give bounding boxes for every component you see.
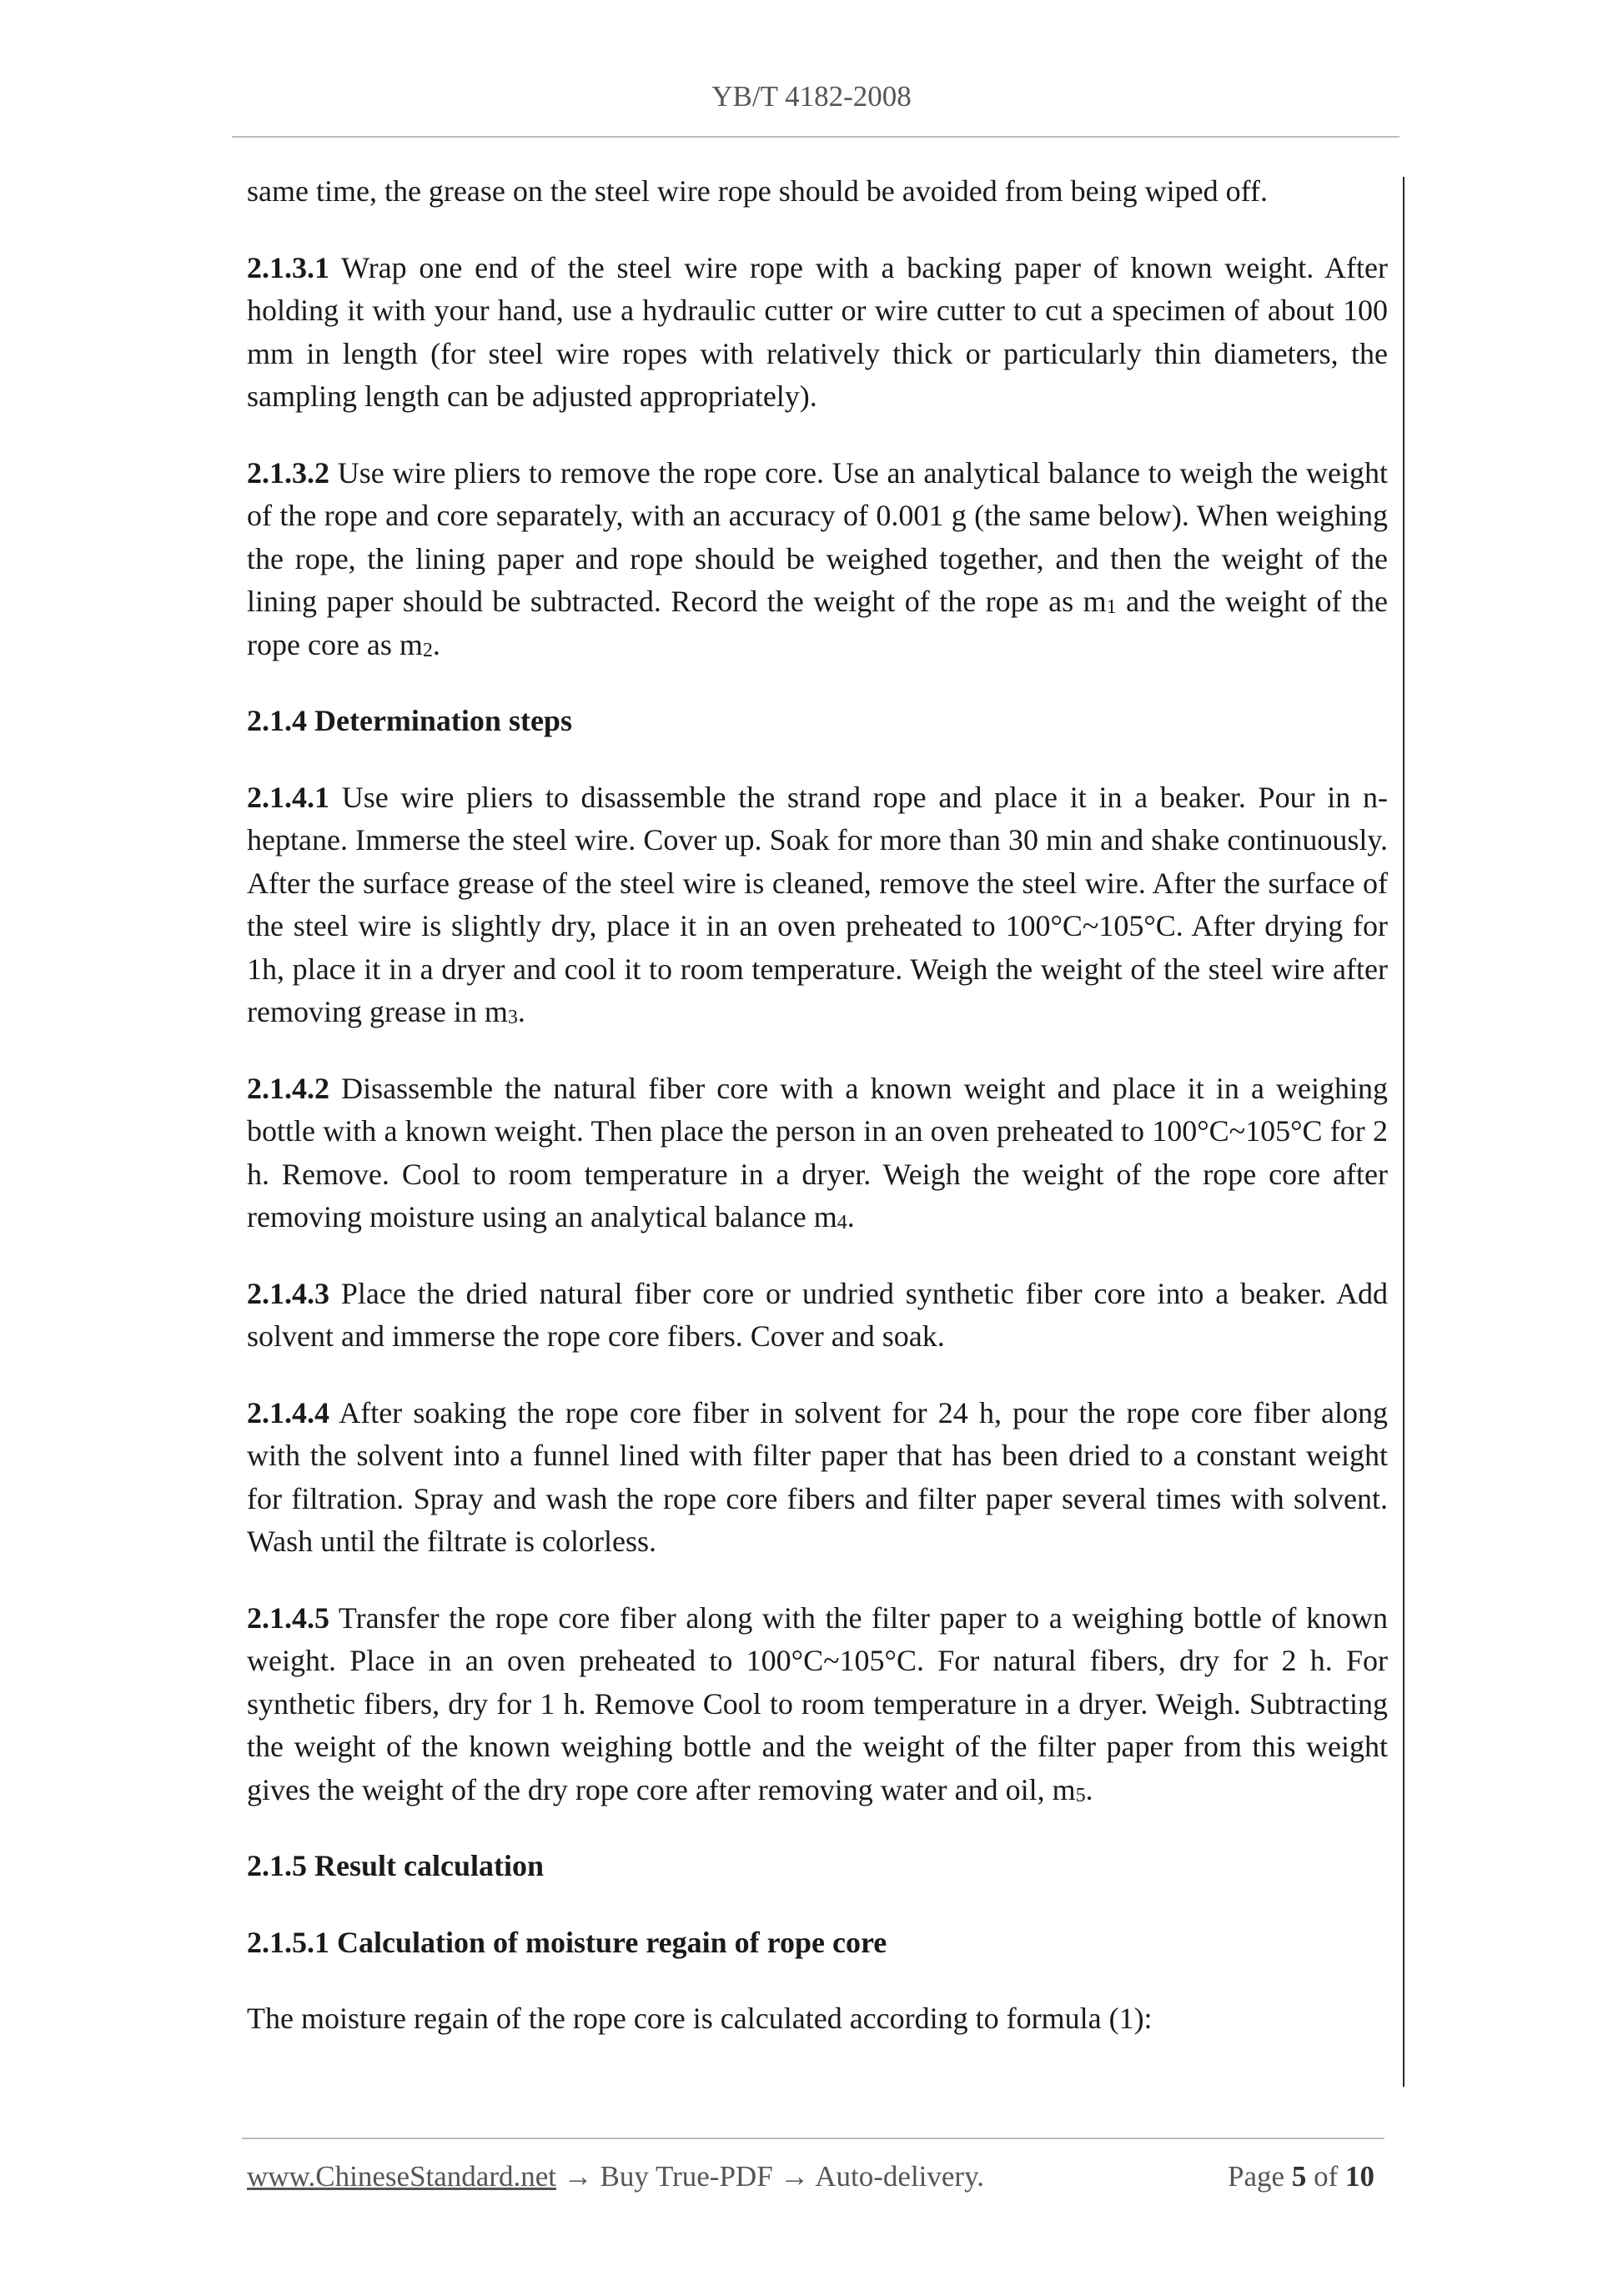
clause-text: Place the dried natural fiber core or undried synthetic fiber core into a beaker. Add solvent and immerse the rope core fibers. Cover and soak. <box>247 1276 1388 1353</box>
clause-number: 2.1.4.4 <box>247 1395 329 1429</box>
subscript: 2 <box>422 639 433 661</box>
header-divider <box>232 136 1399 138</box>
section-heading-2-1-5-1: 2.1.5.1 Calculation of moisture regain of rope core <box>247 1925 887 1959</box>
paragraph-text: same time, the grease on the steel wire rope should be avoided from being wiped off. <box>247 174 1268 208</box>
clause-number: 2.1.3.2 <box>247 455 329 490</box>
clause-text: Use wire pliers to remove the rope core. Use an analytical balance to weigh the weight of the rope and core separately, with an accuracy of 0.001 g (the same below). When weighing the rope, the lining paper and rope should be weighed together, and then the weight of the lining paper should be subtracted. Record the weight of the rope as m <box>247 455 1388 618</box>
clause-2-1-3-1 <box>247 247 1388 419</box>
clause-text: . <box>517 995 525 1028</box>
clause-number: 2.1.3.1 <box>247 250 329 284</box>
clause-text: Use wire pliers to disassemble the strand rope and place it in a beaker. Pour in n-heptane. Immerse the steel wire. Cover up. Soak for more than 30 min and shake continuously. After the surface grease of the steel wire is cleaned, remove the steel wire. After the surface of the steel wire is slightly dry, place it in an oven preheated to 100°C~105°C. After drying for 1h, place it in a dryer and cool it to room temperature. Weigh the weight of the steel wire after removing grease in m <box>247 780 1388 1028</box>
clause-text: . <box>432 627 440 661</box>
margin-line <box>1403 177 1404 2087</box>
clause-text: . <box>847 1200 855 1233</box>
clause-2-1-4-3 <box>247 1273 1388 1359</box>
paragraph-continuation <box>247 170 1388 214</box>
website-link[interactable]: www.ChineseStandard.net <box>247 2160 556 2193</box>
arrow-right-icon: → <box>556 2160 600 2193</box>
subscript: 3 <box>507 1007 518 1028</box>
paragraph-text: The moisture regain of the rope core is calculated according to formula (1): <box>247 2002 1153 2035</box>
clause-text: Transfer the rope core fiber along with the filter paper to a weighing bottle of known weight. Place in an oven preheated to 100°C~105°C. For natural fibers, dry for 2 h. For synthetic fibers, dry for 1 h. Remove Cool to room temperature in a dryer. Weigh. Subtracting the weight of the known weighing bottle and the weight of the filter paper from this weight gives the weight of the dry rope core after removing water and oil, m <box>247 1600 1388 1806</box>
clause-text: After soaking the rope core fiber in solvent for 24 h, pour the rope core fiber along with the solvent into a funnel lined with filter paper that has been dried to a constant weight for filtration. Spray and wash the rope core fibers and filter paper several times with solvent. Wash until the filtrate is colorless. <box>247 1395 1388 1558</box>
clause-2-1-4-5 <box>247 1597 1388 1812</box>
clause-2-1-4-1 <box>247 776 1388 1034</box>
page-body <box>247 170 1388 2074</box>
page-label: Page <box>1228 2160 1292 2193</box>
auto-delivery-text: Auto-delivery. <box>815 2160 985 2193</box>
subscript: 5 <box>1075 1784 1086 1806</box>
clause-number: 2.1.4.2 <box>247 1071 329 1105</box>
section-heading-2-1-5: 2.1.5 Result calculation <box>247 1849 544 1882</box>
page-indicator <box>1228 2160 1374 2193</box>
clause-2-1-3-2 <box>247 452 1388 667</box>
page-total: 10 <box>1345 2160 1374 2193</box>
footer-divider <box>242 2138 1384 2139</box>
clause-text: . <box>1085 1772 1093 1806</box>
clause-number: 2.1.4.5 <box>247 1600 329 1635</box>
footer-links <box>247 2160 984 2193</box>
section-heading-2-1-4: 2.1.4 Determination steps <box>247 704 572 737</box>
buy-pdf-link: Buy True-PDF <box>600 2160 773 2193</box>
subscript: 4 <box>837 1212 847 1233</box>
document-header <box>0 80 1623 113</box>
subscript: 1 <box>1106 596 1117 618</box>
clause-number: 2.1.4.3 <box>247 1276 329 1310</box>
clause-text: and the weight of the rope core as m <box>247 585 1388 661</box>
page-number: 5 <box>1291 2160 1307 2193</box>
clause-text: Disassemble the natural fiber core with a known weight and place it in a weighing bottle with a known weight. Then place the person in an oven preheated to 100°C~105°C for 2 h. Remove. Cool to room temperature in a dryer. Weigh the weight of the rope core after removing moisture using an analytical balance m <box>247 1071 1388 1233</box>
clause-number: 2.1.4.1 <box>247 780 329 814</box>
formula-intro <box>247 1997 1388 2041</box>
of-label: of <box>1306 2160 1345 2193</box>
clause-2-1-4-4 <box>247 1392 1388 1564</box>
standard-number: YB/T 4182-2008 <box>711 80 912 113</box>
clause-text: Wrap one end of the steel wire rope with a backing paper of known weight. After holding it with your hand, use a hydraulic cutter or wire cutter to cut a specimen of about 100 mm in length (for steel wire ropes with relatively thick or particularly thin diameters, the sampling length can be adjusted appropriately). <box>247 250 1388 413</box>
arrow-right-icon: → <box>772 2160 816 2193</box>
clause-2-1-4-2 <box>247 1068 1388 1239</box>
